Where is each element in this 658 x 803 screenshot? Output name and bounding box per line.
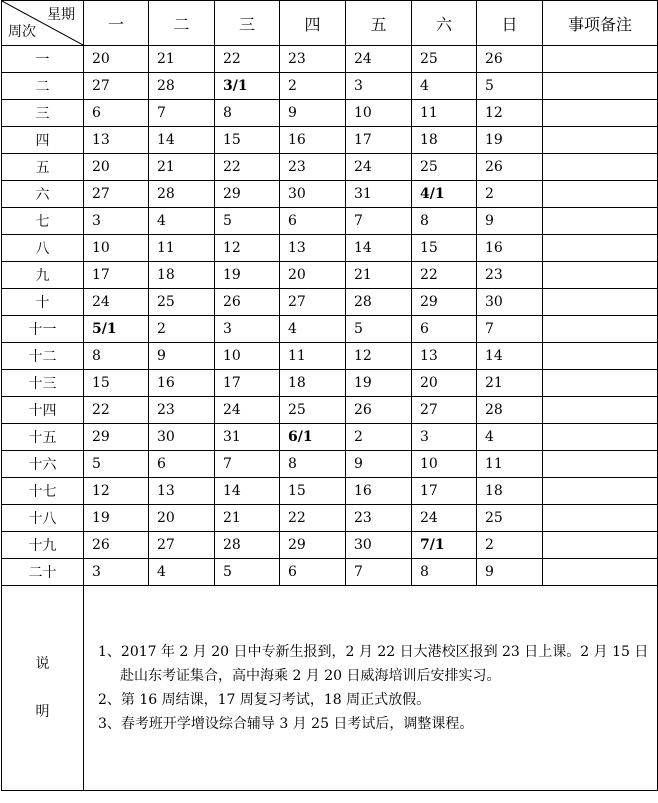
corner-cell: [2, 1, 84, 46]
day-cell: 6: [280, 559, 346, 586]
day-cell: 20: [412, 370, 477, 397]
day-cell: 31: [215, 424, 280, 451]
corner-weekday-label: 星期: [47, 7, 75, 23]
remarks-cell: [543, 73, 658, 100]
remarks-cell: [543, 370, 658, 397]
day-cell: 9: [477, 208, 543, 235]
week-number: 一: [2, 46, 84, 73]
remarks-cell: [543, 46, 658, 73]
week-row: [2, 370, 658, 397]
day-cell: 5: [477, 73, 543, 100]
day-cell: 21: [346, 262, 412, 289]
week-row: [2, 208, 658, 235]
week-row: [2, 397, 658, 424]
day-cell: 15: [215, 127, 280, 154]
day-cell: 15: [84, 370, 149, 397]
day-cell: 29: [84, 424, 149, 451]
week-number: 二十: [2, 559, 84, 586]
day-cell: 10: [84, 235, 149, 262]
header-day-fri: 五: [346, 1, 412, 46]
header-day-sun: 日: [477, 1, 543, 46]
corner-week-label: 周次: [8, 24, 36, 40]
remarks-cell: [543, 424, 658, 451]
week-row: [2, 235, 658, 262]
day-cell: 29: [280, 532, 346, 559]
day-cell: 3: [215, 316, 280, 343]
day-cell: 12: [346, 343, 412, 370]
day-cell: 28: [149, 73, 215, 100]
week-row: [2, 73, 658, 100]
day-cell: 23: [477, 262, 543, 289]
day-cell: 28: [477, 397, 543, 424]
day-cell: 22: [215, 154, 280, 181]
remarks-cell: [543, 343, 658, 370]
day-cell: 31: [346, 181, 412, 208]
day-cell: 29: [215, 181, 280, 208]
remarks-cell: [543, 208, 658, 235]
day-cell: 9: [477, 559, 543, 586]
day-cell: 14: [149, 127, 215, 154]
day-cell: 4: [149, 208, 215, 235]
day-cell: 4: [280, 316, 346, 343]
day-cell: 10: [412, 451, 477, 478]
remarks-cell: [543, 316, 658, 343]
notes-body: [84, 586, 658, 791]
week-row: [2, 451, 658, 478]
week-number: 九: [2, 262, 84, 289]
day-cell: 8: [84, 343, 149, 370]
week-number: 十九: [2, 532, 84, 559]
day-cell: 29: [412, 289, 477, 316]
remarks-cell: [543, 235, 658, 262]
day-cell: 7: [149, 100, 215, 127]
day-cell: 3/1: [215, 73, 280, 100]
day-cell: 9: [280, 100, 346, 127]
day-cell: 26: [477, 46, 543, 73]
day-cell: 18: [477, 478, 543, 505]
day-cell: 24: [84, 289, 149, 316]
day-cell: 13: [84, 127, 149, 154]
day-cell: 22: [280, 505, 346, 532]
day-cell: 15: [280, 478, 346, 505]
day-cell: 23: [280, 46, 346, 73]
day-cell: 22: [412, 262, 477, 289]
day-cell: 9: [346, 451, 412, 478]
remarks-cell: [543, 181, 658, 208]
day-cell: 7: [215, 451, 280, 478]
remarks-cell: [543, 100, 658, 127]
week-row: [2, 478, 658, 505]
week-number: 十一: [2, 316, 84, 343]
day-cell: 28: [346, 289, 412, 316]
header-day-sat: 六: [412, 1, 477, 46]
calendar-table: [1, 0, 658, 791]
day-cell: 7: [346, 208, 412, 235]
week-row: [2, 424, 658, 451]
day-cell: 17: [346, 127, 412, 154]
day-cell: 23: [346, 505, 412, 532]
day-cell: 9: [149, 343, 215, 370]
day-cell: 27: [412, 397, 477, 424]
day-cell: 24: [346, 46, 412, 73]
day-cell: 27: [84, 181, 149, 208]
day-cell: 25: [280, 397, 346, 424]
day-cell: 11: [477, 451, 543, 478]
day-cell: 24: [412, 505, 477, 532]
day-cell: 22: [215, 46, 280, 73]
day-cell: 19: [215, 262, 280, 289]
day-cell: 26: [477, 154, 543, 181]
day-cell: 2: [280, 73, 346, 100]
week-row: [2, 289, 658, 316]
week-row: [2, 100, 658, 127]
header-day-tue: 二: [149, 1, 215, 46]
day-cell: 25: [412, 46, 477, 73]
day-cell: 24: [346, 154, 412, 181]
day-cell: 15: [412, 235, 477, 262]
week-number: 十: [2, 289, 84, 316]
remarks-cell: [543, 532, 658, 559]
week-number: 十五: [2, 424, 84, 451]
day-cell: 26: [84, 532, 149, 559]
week-row: [2, 559, 658, 586]
day-cell: 24: [215, 397, 280, 424]
day-cell: 30: [280, 181, 346, 208]
remarks-cell: [543, 154, 658, 181]
week-row: [2, 154, 658, 181]
week-number: 十八: [2, 505, 84, 532]
header-day-mon: 一: [84, 1, 149, 46]
week-number: 十四: [2, 397, 84, 424]
day-cell: 19: [84, 505, 149, 532]
day-cell: 18: [412, 127, 477, 154]
week-number: 十三: [2, 370, 84, 397]
day-cell: 22: [84, 397, 149, 424]
day-cell: 5: [346, 316, 412, 343]
week-number: 六: [2, 181, 84, 208]
note-item: 3、春考班开学增设综合辅导 3 月 25 日考试后，调整课程。: [98, 716, 474, 732]
day-cell: 16: [149, 370, 215, 397]
day-cell: 13: [412, 343, 477, 370]
day-cell: 18: [280, 370, 346, 397]
day-cell: 20: [149, 505, 215, 532]
day-cell: 3: [84, 208, 149, 235]
day-cell: 5: [84, 451, 149, 478]
notes-label: [2, 586, 84, 791]
remarks-cell: [543, 289, 658, 316]
day-cell: 8: [280, 451, 346, 478]
day-cell: 13: [149, 478, 215, 505]
day-cell: 27: [149, 532, 215, 559]
day-cell: 23: [280, 154, 346, 181]
week-row: [2, 505, 658, 532]
day-cell: 18: [149, 262, 215, 289]
day-cell: 3: [412, 424, 477, 451]
day-cell: 3: [346, 73, 412, 100]
day-cell: 28: [215, 532, 280, 559]
note-item: 2、第 16 周结课，17 周复习考试，18 周正式放假。: [98, 692, 431, 708]
header-day-thu: 四: [280, 1, 346, 46]
day-cell: 11: [149, 235, 215, 262]
day-cell: 7: [346, 559, 412, 586]
day-cell: 2: [149, 316, 215, 343]
day-cell: 6: [84, 100, 149, 127]
day-cell: 4: [477, 424, 543, 451]
day-cell: 2: [477, 181, 543, 208]
day-cell: 13: [280, 235, 346, 262]
day-cell: 21: [477, 370, 543, 397]
day-cell: 30: [477, 289, 543, 316]
day-cell: 20: [84, 154, 149, 181]
week-row: [2, 181, 658, 208]
day-cell: 23: [149, 397, 215, 424]
day-cell: 27: [280, 289, 346, 316]
day-cell: 19: [346, 370, 412, 397]
day-cell: 4: [412, 73, 477, 100]
week-number: 七: [2, 208, 84, 235]
remarks-cell: [543, 559, 658, 586]
remarks-cell: [543, 262, 658, 289]
day-cell: 5: [215, 208, 280, 235]
day-cell: 8: [412, 559, 477, 586]
day-cell: 21: [215, 505, 280, 532]
day-cell: 2: [346, 424, 412, 451]
week-row: [2, 262, 658, 289]
day-cell: 11: [280, 343, 346, 370]
day-cell: 6: [149, 451, 215, 478]
week-number: 五: [2, 154, 84, 181]
day-cell: 30: [346, 532, 412, 559]
week-number: 二: [2, 73, 84, 100]
header-remarks: 事项备注: [543, 1, 658, 46]
day-cell: 25: [412, 154, 477, 181]
week-number: 十七: [2, 478, 84, 505]
day-cell: 28: [149, 181, 215, 208]
day-cell: 2: [477, 532, 543, 559]
remarks-cell: [543, 397, 658, 424]
day-cell: 10: [346, 100, 412, 127]
notes-label-text: 说 明: [35, 656, 50, 720]
day-cell: 5/1: [84, 316, 149, 343]
day-cell: 26: [215, 289, 280, 316]
day-cell: 16: [477, 235, 543, 262]
week-number: 四: [2, 127, 84, 154]
week-row: [2, 343, 658, 370]
week-number: 八: [2, 235, 84, 262]
day-cell: 19: [477, 127, 543, 154]
day-cell: 20: [280, 262, 346, 289]
day-cell: 27: [84, 73, 149, 100]
day-cell: 4/1: [412, 181, 477, 208]
day-cell: 21: [149, 46, 215, 73]
day-cell: 12: [215, 235, 280, 262]
day-cell: 20: [84, 46, 149, 73]
header-row: [2, 1, 658, 46]
day-cell: 30: [149, 424, 215, 451]
notes-row: [2, 586, 658, 791]
day-cell: 5: [215, 559, 280, 586]
day-cell: 25: [149, 289, 215, 316]
day-cell: 8: [215, 100, 280, 127]
remarks-cell: [543, 505, 658, 532]
day-cell: 14: [346, 235, 412, 262]
day-cell: 21: [149, 154, 215, 181]
day-cell: 4: [149, 559, 215, 586]
day-cell: 26: [346, 397, 412, 424]
day-cell: 17: [412, 478, 477, 505]
header-day-wed: 三: [215, 1, 280, 46]
day-cell: 6: [412, 316, 477, 343]
remarks-cell: [543, 127, 658, 154]
day-cell: 14: [215, 478, 280, 505]
day-cell: 17: [84, 262, 149, 289]
week-number: 三: [2, 100, 84, 127]
day-cell: 8: [412, 208, 477, 235]
day-cell: 17: [215, 370, 280, 397]
day-cell: 6: [280, 208, 346, 235]
day-cell: 11: [412, 100, 477, 127]
day-cell: 3: [84, 559, 149, 586]
note-item: 1、2017 年 2 月 20 日中专新生报到，2 月 22 日大港校区报到 23 日上课。2 月 15 日赴山东考证集合，高中海乘 2 月 20 日威海培训后安排实习。: [98, 644, 649, 684]
day-cell: 10: [215, 343, 280, 370]
day-cell: 6/1: [280, 424, 346, 451]
day-cell: 14: [477, 343, 543, 370]
day-cell: 16: [280, 127, 346, 154]
week-number: 十二: [2, 343, 84, 370]
remarks-cell: [543, 451, 658, 478]
day-cell: 16: [346, 478, 412, 505]
week-row: [2, 127, 658, 154]
remarks-cell: [543, 478, 658, 505]
week-row: [2, 316, 658, 343]
day-cell: 25: [477, 505, 543, 532]
day-cell: 7/1: [412, 532, 477, 559]
week-number: 十六: [2, 451, 84, 478]
day-cell: 12: [477, 100, 543, 127]
week-row: [2, 46, 658, 73]
week-row: [2, 532, 658, 559]
day-cell: 7: [477, 316, 543, 343]
day-cell: 12: [84, 478, 149, 505]
